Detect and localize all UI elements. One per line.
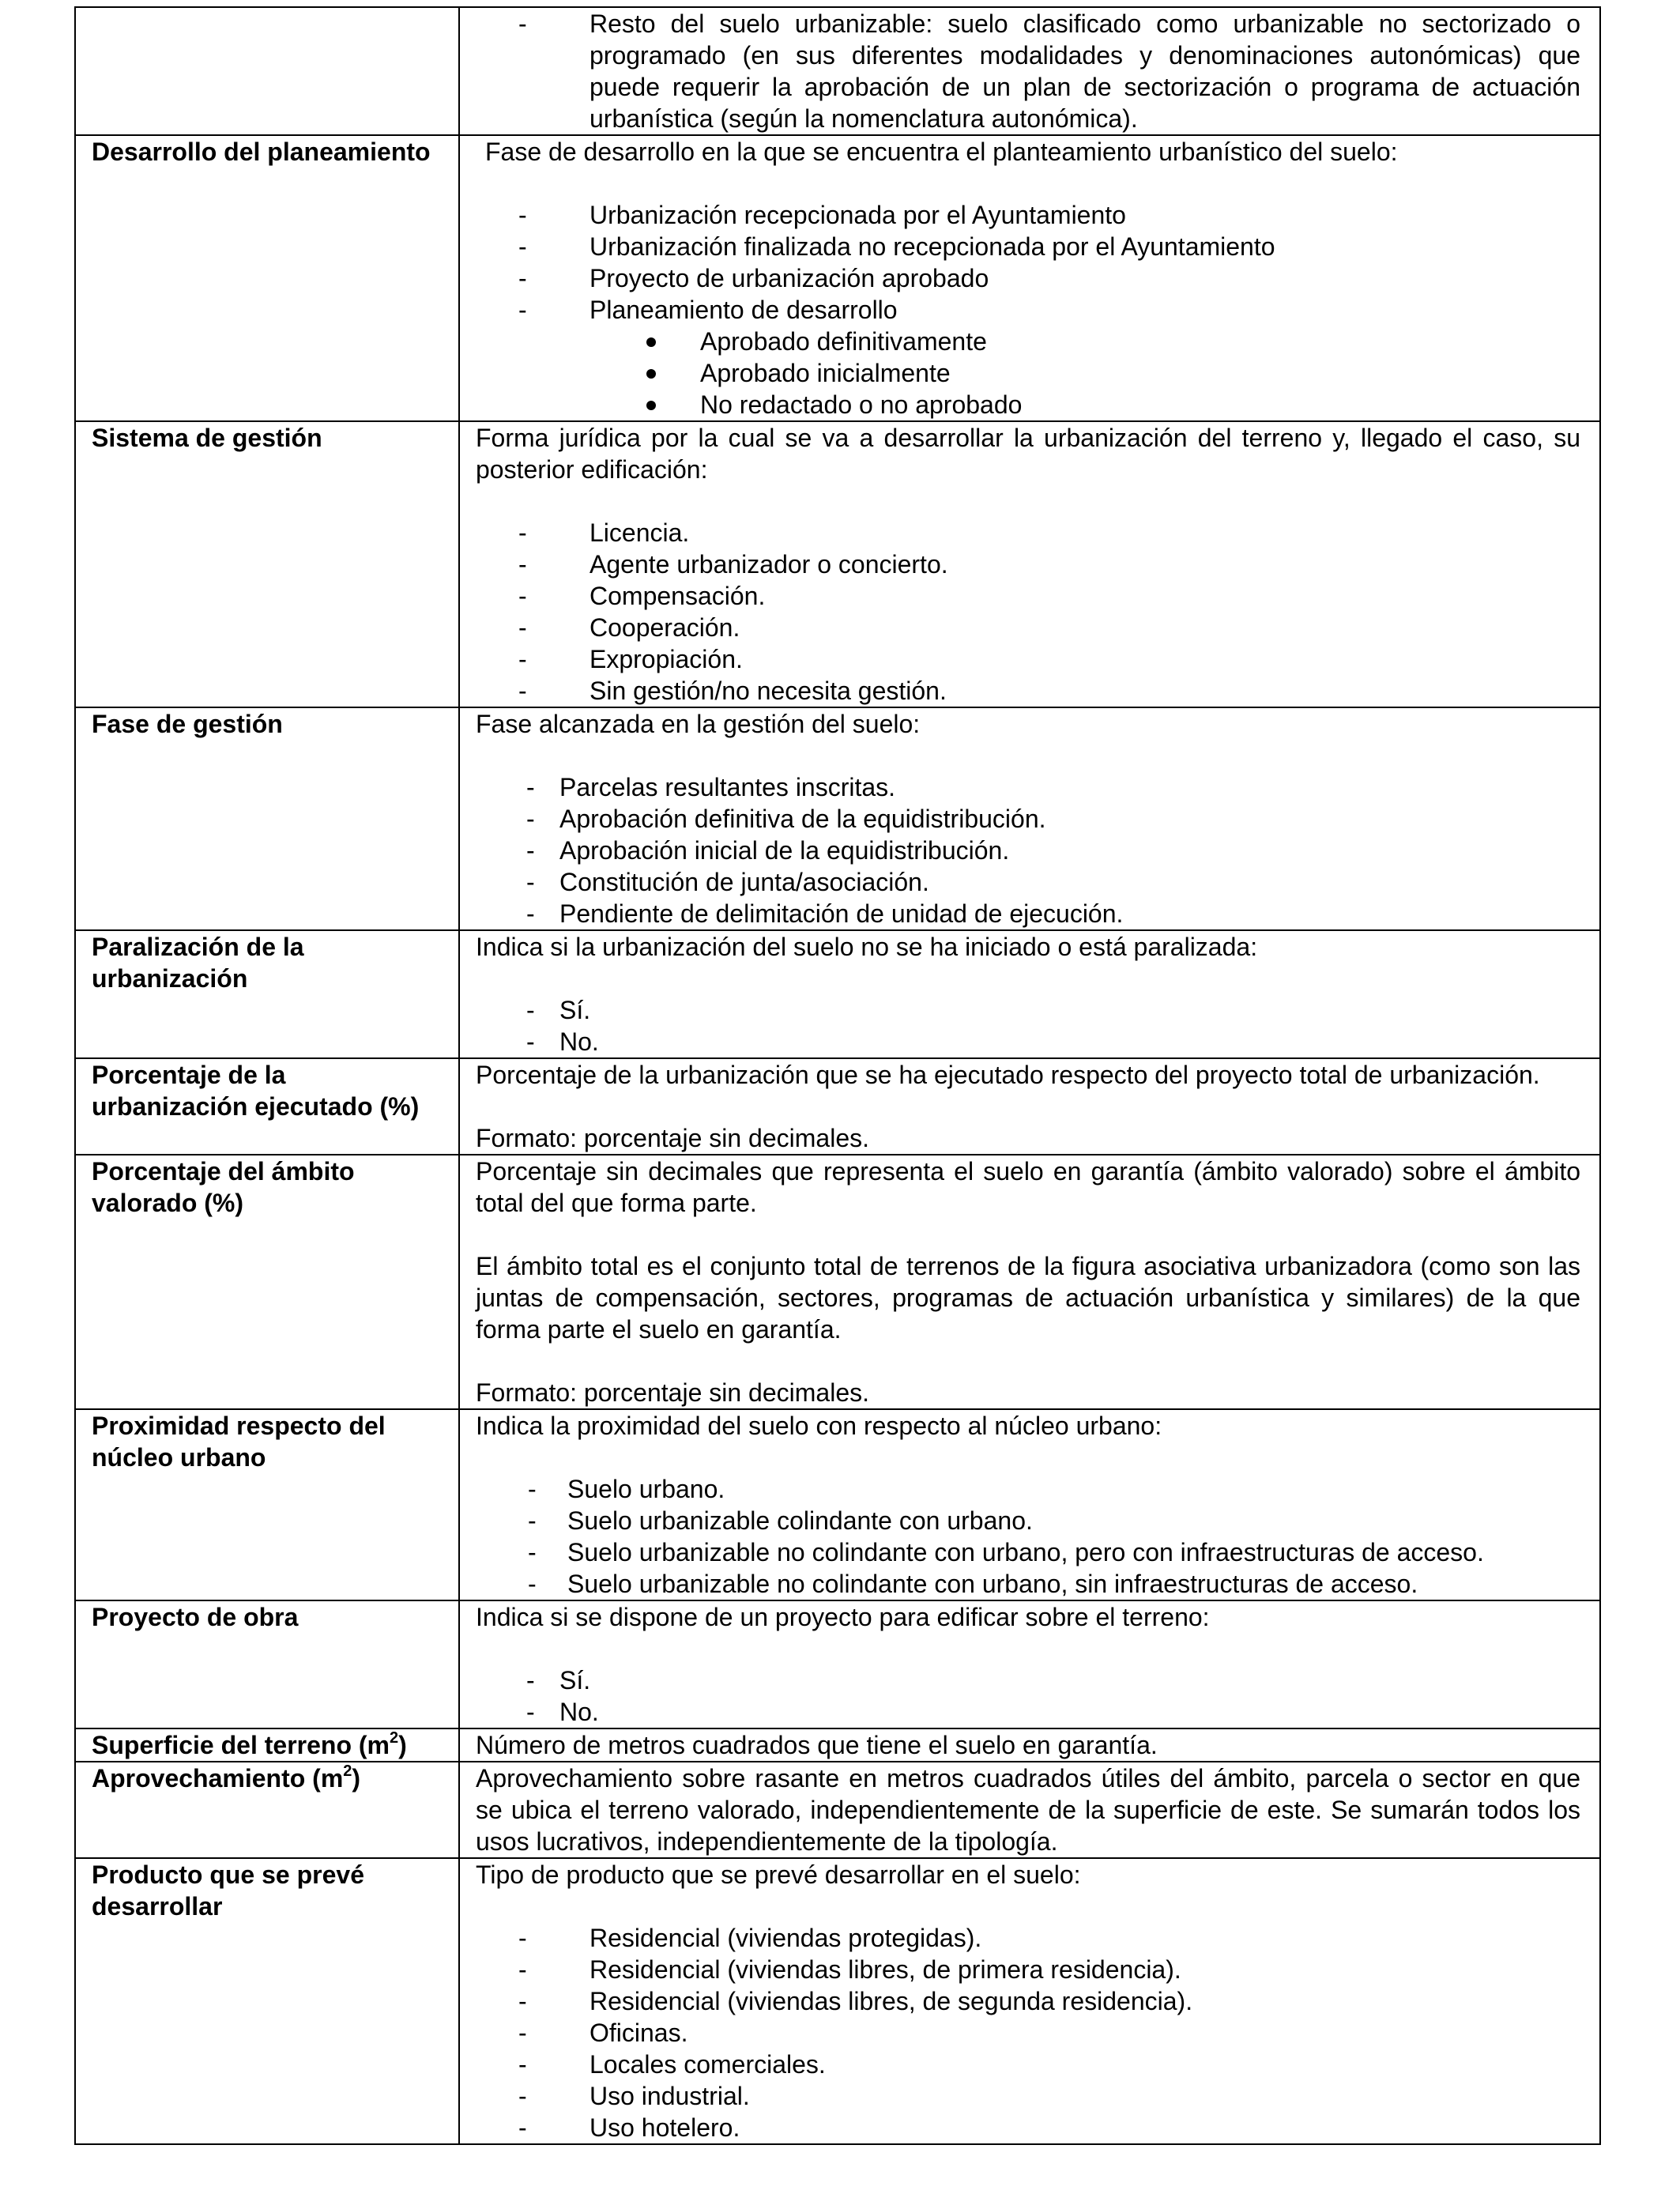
row-label: Porcentaje del ámbito valorado (%) (75, 1155, 459, 1409)
proximidad-list (476, 1473, 1580, 1600)
list-item: - Resto del suelo urbanizable: suelo clasificado como urbanizable no sectorizado o programado (en sus diferentes modalidades y denominaciones autonómicas) que puede requerir la aprobación de un plan de sectorización o programa de actuación urbanística (según la nomenclatura autonómica). (518, 9, 1580, 133)
row-description (459, 930, 1600, 1058)
bullet-icon (646, 401, 656, 410)
row-description (459, 135, 1600, 421)
list-item: - Locales comerciales. (518, 2050, 826, 2079)
list-item: - Residencial (viviendas libres, de primera residencia). (518, 1955, 1181, 1984)
definitions-table (74, 6, 1601, 2145)
table-row-paralizacion (75, 930, 1600, 1058)
row-description (459, 1058, 1600, 1155)
list-item: - Sí. (526, 1666, 591, 1695)
table-row-producto (75, 1858, 1600, 2144)
row-intro: Fase alcanzada en la gestión del suelo: (476, 710, 921, 738)
row-label: Sistema de gestión (75, 421, 459, 707)
sistema-list (476, 517, 1580, 707)
row-label: Superficie del terreno $(m^2)$ (75, 1728, 459, 1762)
row-description (459, 1728, 1600, 1762)
list-item: - Aprobación definitiva de la equidistribución. (526, 805, 1046, 833)
list-item: - Pendiente de delimitación de unidad de ejecución. (526, 899, 1124, 928)
row-intro: Forma jurídica por la cual se va a desarrollar la urbanización del terreno y, llegado el caso, su posterior edificación: (476, 424, 1580, 484)
row-intro: Indica la proximidad del suelo con respecto al núcleo urbano: (476, 1412, 1162, 1440)
list-item: - No. (526, 1698, 599, 1726)
list-item: - Sin gestión/no necesita gestión. (518, 677, 947, 705)
desarrollo-list (476, 199, 1580, 326)
list-item: - Expropiación. (518, 645, 743, 673)
sublist-item: No redactado o no aprobado (476, 389, 1580, 420)
row-description (459, 1409, 1600, 1600)
list-item: - Planeamiento de desarrollo (518, 296, 898, 324)
row-label: Producto que se prevé desarrollar (75, 1858, 459, 2144)
row-format: Formato: porcentaje sin decimales. (476, 1124, 869, 1152)
bullet-icon (646, 369, 656, 379)
list-item: - Parcelas resultantes inscritas. (526, 773, 896, 801)
proyecto-list (476, 1664, 1580, 1728)
table-row-desarrollo (75, 135, 1600, 421)
list-item: - Cooperación. (518, 613, 740, 642)
table-row-sistema (75, 421, 1600, 707)
list-item: - Urbanización finalizada no recepcionada por el Ayuntamiento (518, 232, 1275, 261)
list-item: - Sí. (526, 996, 591, 1024)
row-text: Número de metros cuadrados que tiene el suelo en garantía. (476, 1731, 1158, 1759)
list-item: - Licencia. (518, 518, 690, 547)
row-text: Aprovechamiento sobre rasante en metros cuadrados útiles del ámbito, parcela o sector en que se ubica el terreno valorado, independientemente de la superficie de este. Se sumarán todos los usos lucrativos, independientemente de la tipología. (476, 1764, 1580, 1856)
sublist-item: Aprobado definitivamente (476, 326, 1580, 357)
list-item: - Suelo urbano. (528, 1475, 725, 1503)
row-label: Aprovechamiento $(m^2)$ (75, 1762, 459, 1858)
list-item: - Uso hotelero. (518, 2113, 740, 2142)
list-item: - No. (526, 1027, 599, 1056)
producto-list (476, 1922, 1580, 2143)
row-description (459, 1600, 1600, 1728)
table-row-porcentaje-ambito (75, 1155, 1600, 1409)
row-text: Porcentaje sin decimales que representa el suelo en garantía (ámbito valorado) sobre el ámbito total del que forma parte. (476, 1157, 1580, 1217)
list-item: - Residencial (viviendas libres, de segunda residencia). (518, 1987, 1193, 2015)
list-item: - Suelo urbanizable colindante con urbano. (528, 1506, 1033, 1535)
row-label-empty (75, 7, 459, 135)
row-description (459, 1155, 1600, 1409)
row-text-2: El ámbito total es el conjunto total de terrenos de la figura asociativa urbanizadora (como son las juntas de compensación, sectores, programas de actuación urbanística y similares) de la que forma parte el suelo en garantía. (476, 1252, 1580, 1344)
row-intro: Fase de desarrollo en la que se encuentra el planteamiento urbanístico del suelo: (485, 138, 1398, 166)
row-description (459, 1858, 1600, 2144)
table-row-suelo-cont (75, 7, 1600, 135)
list-item: - Constitución de junta/asociación. (526, 868, 929, 896)
fase-list (476, 771, 1580, 929)
row-label: Porcentaje de la urbanización ejecutado (%) (75, 1058, 459, 1155)
table-row-proximidad (75, 1409, 1600, 1600)
row-label: Proximidad respecto del núcleo urbano (75, 1409, 459, 1600)
list-item: - Proyecto de urbanización aprobado (518, 264, 989, 292)
row-label: Fase de gestión (75, 707, 459, 930)
list-item: - Agente urbanizador o concierto. (518, 550, 948, 579)
row-label: Paralización de la urbanización (75, 930, 459, 1058)
table-row-aprovechamiento (75, 1762, 1600, 1858)
row-label: Desarrollo del planeamiento (75, 135, 459, 421)
row-description (459, 707, 1600, 930)
list-item: - Suelo urbanizable no colindante con urbano, sin infraestructuras de acceso. (528, 1570, 1418, 1598)
suelo-list (476, 8, 1580, 134)
list-item: - Urbanización recepcionada por el Ayuntamiento (518, 201, 1126, 229)
row-intro: Tipo de producto que se prevé desarrollar en el suelo: (476, 1860, 1081, 1889)
list-item: - Compensación. (518, 582, 766, 610)
table-row-porcentaje-urbanizacion (75, 1058, 1600, 1155)
list-item: - Aprobación inicial de la equidistribución. (526, 836, 1010, 865)
desarrollo-sublist (476, 326, 1580, 420)
row-intro: Indica si la urbanización del suelo no se ha iniciado o está paralizada: (476, 933, 1258, 961)
row-label: Proyecto de obra (75, 1600, 459, 1728)
table-row-fase (75, 707, 1600, 930)
paralizacion-list (476, 994, 1580, 1057)
row-description (459, 7, 1600, 135)
list-item: - Oficinas. (518, 2019, 688, 2047)
sublist-item: Aprobado inicialmente (476, 357, 1580, 389)
list-item: - Residencial (viviendas protegidas). (518, 1924, 982, 1952)
list-item: - Uso industrial. (518, 2082, 750, 2110)
row-format: Formato: porcentaje sin decimales. (476, 1378, 869, 1407)
row-description (459, 421, 1600, 707)
table-row-superficie (75, 1728, 1600, 1762)
bullet-icon (646, 337, 656, 347)
row-description (459, 1762, 1600, 1858)
row-text: Porcentaje de la urbanización que se ha ejecutado respecto del proyecto total de urbanización. (476, 1061, 1540, 1089)
list-item: - Suelo urbanizable no colindante con urbano, pero con infraestructuras de acceso. (528, 1538, 1484, 1566)
table-row-proyecto (75, 1600, 1600, 1728)
row-intro: Indica si se dispone de un proyecto para edificar sobre el terreno: (476, 1603, 1210, 1631)
